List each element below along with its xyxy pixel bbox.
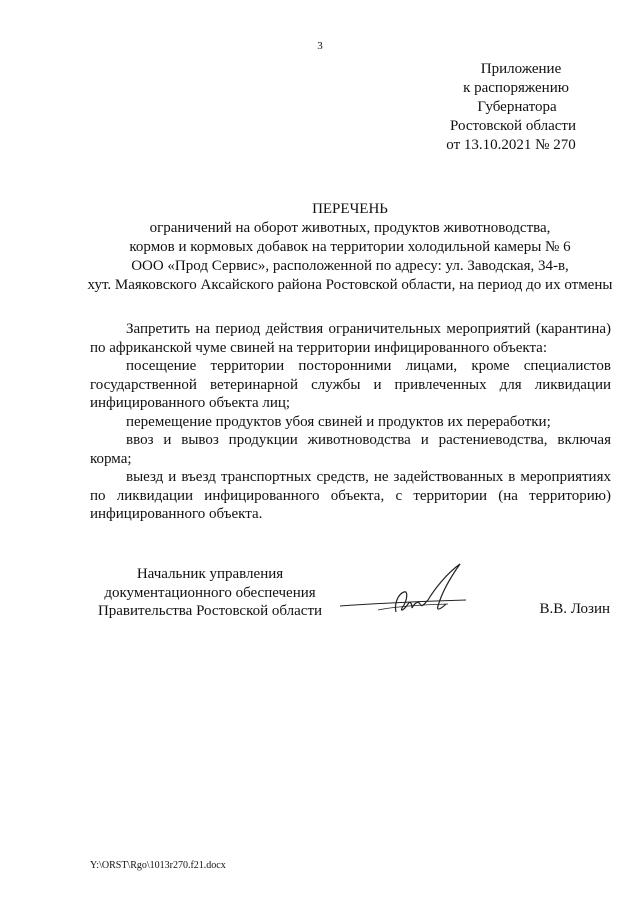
body-text: [90, 320, 611, 524]
appendix-line: Ростовской области: [450, 118, 576, 134]
body-intro: Запретить на период действия ограничительных мероприятий (карантина) по африканской чуме свиней на территории инфицированного объекта:: [90, 321, 611, 356]
title-line: ограничений на оборот животных, продуктов животноводства,: [149, 220, 551, 236]
appendix-line: Губернатора: [477, 99, 557, 115]
restriction-item: ввоз и вывоз продукции животноводства и растениеводства, включая корма;: [90, 432, 611, 467]
restriction-item: перемещение продуктов убоя свиней и продуктов их переработки;: [126, 413, 551, 430]
position-line: Правительства Ростовской области: [97, 603, 323, 619]
document-title: [80, 200, 620, 295]
position-line: документационного обеспечения: [104, 584, 316, 601]
title-line: ООО «Прод Сервис», расположенной по адресу: ул. Заводская, 34-в,: [131, 258, 569, 274]
signer-position: [90, 565, 330, 621]
signer-name: В.В. Лозин: [539, 601, 610, 617]
appendix-line: к распоряжению: [463, 80, 569, 96]
restriction-item: выезд и въезд транспортных средств, не задействованных в мероприятиях по ликвидации инфицированного объекта, с территории (на территорию) инфицированного объекта.: [90, 469, 611, 522]
title-line: хут. Маяковского Аксайского района Ростовской области, на период до их отмены: [87, 277, 613, 293]
restriction-item: посещение территории посторонними лицами, кроме специалистов государственной ветеринарной службы и привлеченных для ликвидации инфицированного объекта лиц;: [90, 358, 611, 411]
appendix-line: Приложение: [480, 61, 562, 77]
page-number: 3: [317, 40, 323, 52]
appendix-block: [386, 60, 586, 155]
appendix-line: от 13.10.2021 № 270: [446, 137, 576, 153]
footer-file-path: Y:\ORST\Rgo\1013r270.f21.docx: [90, 860, 226, 871]
handwritten-signature-icon: [338, 560, 468, 620]
title-heading: ПЕРЕЧЕНЬ: [312, 201, 388, 217]
title-line: кормов и кормовых добавок на территории холодильной камеры № 6: [129, 239, 571, 255]
position-line: Начальник управления: [136, 566, 284, 582]
